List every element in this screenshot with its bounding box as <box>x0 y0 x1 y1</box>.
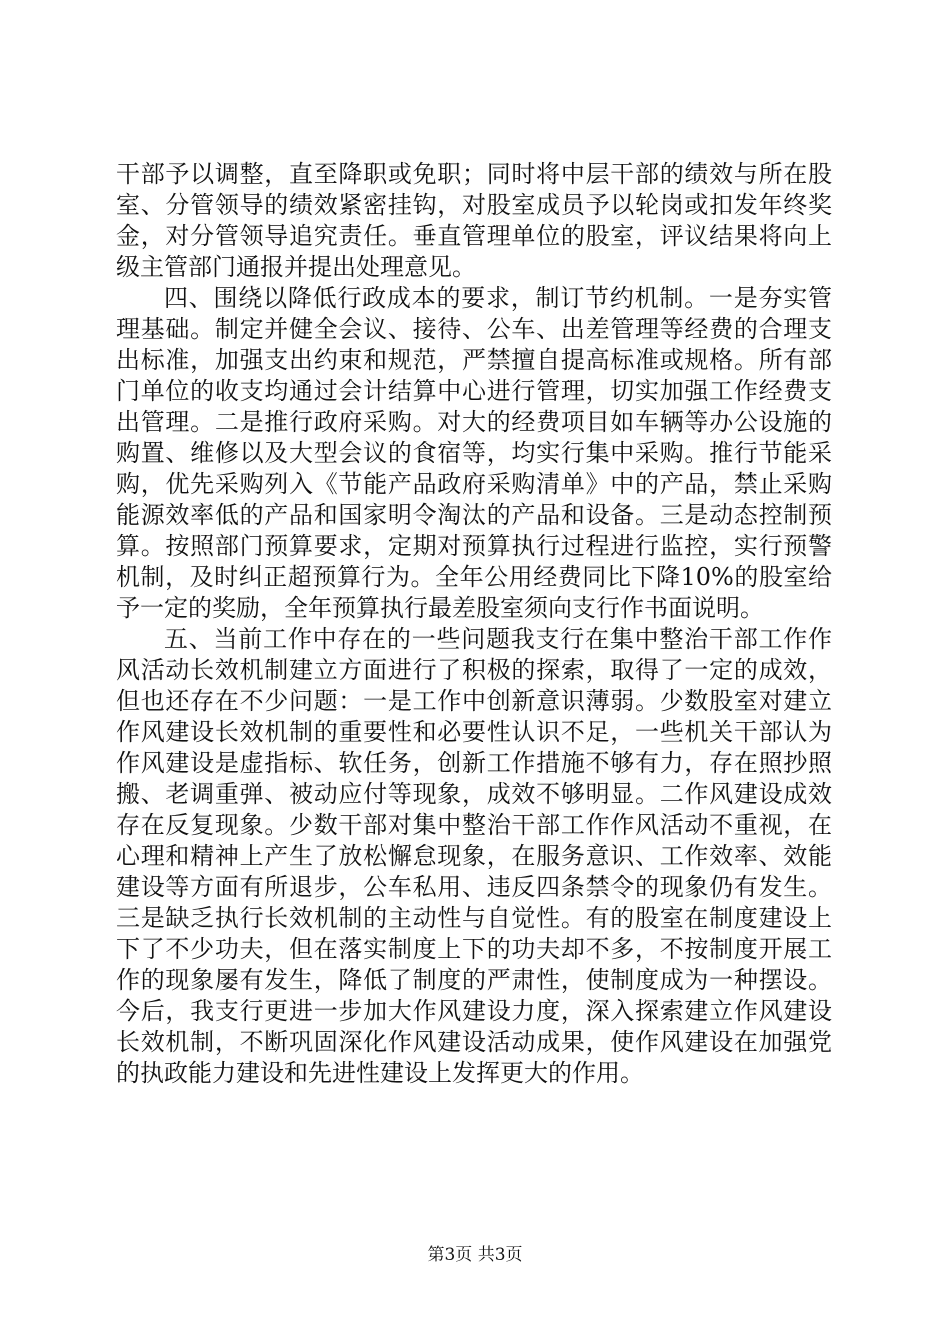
document-body <box>116 159 832 1089</box>
paragraph-1: 干部予以调整，直至降职或免职；同时将中层干部的绩效与所在股室、分管领导的绩效紧密挂钩，对股室成员予以轮岗或扣发年终奖金，对分管领导追究责任。垂直管理单位的股室，评议结果将向上级主管部门通报并提出处理意见。 <box>116 160 832 281</box>
page-number-label: 第3页 共3页 <box>427 1245 523 1265</box>
paragraph-2: 四、围绕以降低行政成本的要求，制订节约机制。一是夯实管理基础。制定并健全会议、接待、公车、出差管理等经费的合理支出标准，加强支出约束和规范，严禁擅自提高标准或规格。所有部门单位的收支均通过会计结算中心进行管理，切实加强工作经费支出管理。二是推行政府采购。对大的经费项目如车辆等办公设施的购置、维修以及大型会议的食宿等，均实行集中采购。推行节能采购，优先采购列入《节能产品政府采购清单》中的产品，禁止采购能源效率低的产品和国家明令淘汰的产品和设备。三是动态控制预算。按照部门预算要求，定期对预算执行过程进行监控，实行预警机制，及时纠正超预算行为。全年公用经费同比下降10%的股室给予一定的奖励，全年预算执行最差股室须向支行作书面说明。 <box>116 284 832 622</box>
paragraph-3: 五、当前工作中存在的一些问题我支行在集中整治干部工作作风活动长效机制建立方面进行了积极的探索，取得了一定的成效，但也还存在不少问题：一是工作中创新意识薄弱。少数股室对建立作风建设长效机制的重要性和必要性认识不足，一些机关干部认为作风建设是虚指标、软任务，创新工作措施不够有力，存在照抄照搬、老调重弹、被动应付等现象，成效不够明显。二作风建设成效存在反复现象。少数干部对集中整治干部工作作风活动不重视，在心理和精神上产生了放松懈怠现象，在服务意识、工作效率、效能建设等方面有所退步，公车私用、违反四条禁令的现象仍有发生。三是缺乏执行长效机制的主动性与自觉性。有的股室在制度建设上下了不少功夫，但在落实制度上下的功夫却不多，不按制度开展工作的现象屡有发生，降低了制度的严肃性，使制度成为一种摆设。今后，我支行更进一步加大作风建设力度，深入探索建立作风建设长效机制，不断巩固深化作风建设活动成果，使作风建设在加强党的执政能力建设和先进性建设上发挥更大的作用。 <box>116 625 832 1087</box>
page-footer <box>0 1244 950 1266</box>
